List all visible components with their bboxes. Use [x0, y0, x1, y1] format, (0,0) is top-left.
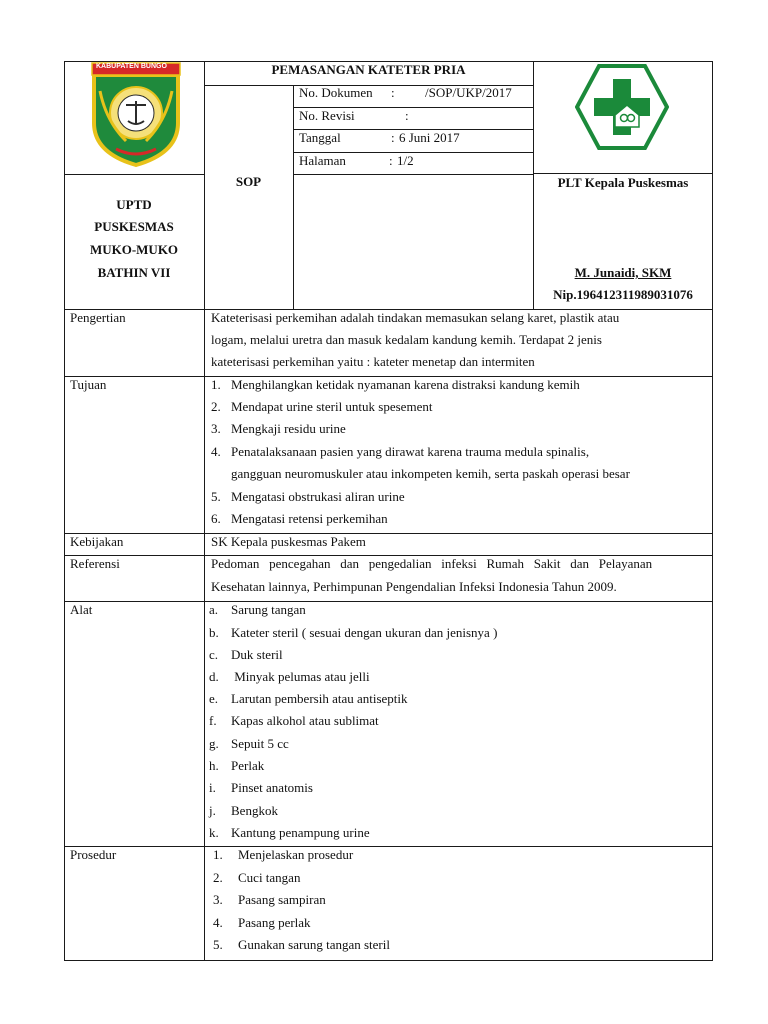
revision-label: No. Revisi — [299, 108, 355, 123]
signer-name: M. Junaidi, SKM — [574, 265, 672, 280]
logo-text: KABUPATEN BUNGO — [96, 63, 167, 70]
revision-sep: : — [405, 108, 409, 123]
list-item: Mengatasi obstrukasi aliran urine — [231, 489, 405, 504]
list-letter: i. — [209, 780, 216, 795]
list-item: Mengkaji residu urine — [231, 421, 346, 436]
list-number: 3. — [211, 421, 221, 436]
list-item: gangguan neuromuskuler atau inkompeten kemih, serta paskah operasi besar — [231, 466, 630, 481]
pengertian-line: kateterisasi perkemihan yaitu : kateter menetap dan intermiten — [211, 354, 535, 369]
org-name-line: BATHIN VII — [97, 265, 171, 280]
list-item: Mengatasi retensi perkemihan — [231, 511, 388, 526]
list-item: Kantung penampung urine — [231, 825, 370, 840]
doc-number-label: No. Dokumen — [299, 85, 373, 100]
list-letter: c. — [209, 647, 219, 662]
list-letter: b. — [209, 625, 219, 640]
label-tujuan: Tujuan — [70, 377, 107, 392]
list-number: 4. — [213, 915, 223, 930]
list-item: Menjelaskan prosedur — [238, 847, 354, 862]
date-sep: : — [391, 130, 395, 145]
list-item: Pasang sampiran — [238, 892, 326, 907]
list-item: Sarung tangan — [231, 602, 306, 617]
list-number: 4. — [211, 444, 221, 459]
signer-nip: Nip.196412311989031076 — [553, 287, 693, 302]
list-item: Minyak pelumas atau jelli — [231, 669, 370, 684]
list-number: 5. — [211, 489, 221, 504]
list-letter: k. — [209, 825, 219, 840]
list-number: 5. — [213, 937, 223, 952]
page-value: 1/2 — [397, 153, 414, 168]
referensi-line: Pedoman pencegahan dan pengedalian infeksi Rumah Sakit dan Pelayanan — [211, 556, 653, 571]
label-kebijakan: Kebijakan — [70, 534, 124, 549]
label-pengertian: Pengertian — [70, 310, 126, 325]
list-item: Larutan pembersih atau antiseptik — [231, 691, 408, 706]
list-number: 1. — [211, 377, 221, 392]
list-letter: e. — [209, 691, 219, 706]
list-letter: d. — [209, 669, 219, 684]
page-sep: : — [389, 153, 393, 168]
label-referensi: Referensi — [70, 556, 120, 571]
list-number: 2. — [211, 399, 221, 414]
list-item: Gunakan sarung tangan steril — [238, 937, 390, 952]
pengertian-line: Kateterisasi perkemihan adalah tindakan memasukan selang karet, plastik atau — [211, 310, 620, 325]
list-item: Cuci tangan — [238, 870, 301, 885]
list-item: Kapas alkohol atau sublimat — [231, 713, 379, 728]
list-letter: g. — [209, 736, 219, 751]
doc-number-value: /SOP/UKP/2017 — [425, 85, 512, 100]
list-item: Perlak — [231, 758, 265, 773]
sop-label: SOP — [235, 174, 262, 189]
list-number: 3. — [213, 892, 223, 907]
referensi-line: Kesehatan lainnya, Perhimpunan Pengendalian Infeksi Indonesia Tahun 2009. — [211, 579, 617, 594]
list-letter: j. — [209, 803, 216, 818]
list-number: 2. — [213, 870, 223, 885]
list-letter: h. — [209, 758, 219, 773]
org-name-line: PUSKESMAS — [94, 219, 174, 234]
list-number: 1. — [213, 847, 223, 862]
signer-title: PLT Kepala Puskesmas — [557, 175, 689, 190]
date-value: 6 Juni 2017 — [399, 130, 460, 145]
org-name-line: MUKO-MUKO — [89, 242, 179, 257]
list-letter: a. — [209, 602, 219, 617]
list-item: Duk steril — [231, 647, 283, 662]
document-title: PEMASANGAN KATETER PRIA — [271, 62, 466, 77]
kabupaten-logo — [86, 61, 186, 169]
list-number: 6. — [211, 511, 221, 526]
page-label: Halaman — [299, 153, 346, 168]
list-item: Menghilangkan ketidak nyamanan karena distraksi kandung kemih — [231, 377, 580, 392]
list-item: Sepuit 5 cc — [231, 736, 289, 751]
label-alat: Alat — [70, 602, 93, 617]
doc-number-sep: : — [391, 85, 395, 100]
list-item: Bengkok — [231, 803, 278, 818]
pengertian-line: logam, melalui uretra dan masuk kedalam kandung kemih. Terdapat 2 jenis — [211, 332, 602, 347]
org-name-line: UPTD — [116, 197, 152, 212]
list-item: Mendapat urine steril untuk spesement — [231, 399, 433, 414]
list-item: Pasang perlak — [238, 915, 311, 930]
puskesmas-logo — [575, 63, 669, 151]
list-item: Kateter steril ( sesuai dengan ukuran dan jenisnya ) — [231, 625, 498, 640]
label-prosedur: Prosedur — [70, 847, 117, 862]
list-letter: f. — [209, 713, 217, 728]
list-item: Penatalaksanaan pasien yang dirawat karena trauma medula spinalis, — [231, 444, 590, 459]
list-item: Pinset anatomis — [231, 780, 313, 795]
date-label: Tanggal — [299, 130, 341, 145]
kebijakan-text: SK Kepala puskesmas Pakem — [211, 534, 366, 549]
